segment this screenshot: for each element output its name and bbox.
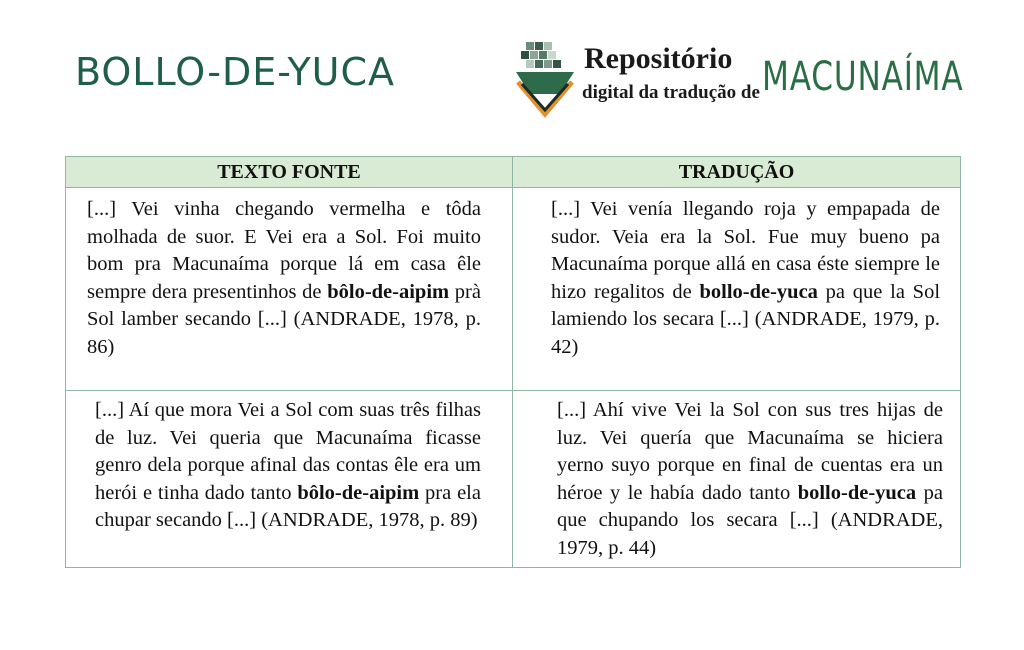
logo-title: Repositório	[584, 42, 733, 75]
source-cell	[66, 188, 513, 391]
repository-logo	[512, 38, 964, 118]
header-translation: TRADUÇÃO	[513, 157, 961, 188]
page-title: BOLLO-DE-YUCA	[75, 50, 396, 94]
highlighted-term: bôlo-de-aipim	[297, 481, 420, 504]
table-header-row	[66, 157, 961, 188]
translation-passage: [...] Vei venía llegando roja y empapada de sudor. Veia era la Sol. Fue muy bueno pa Macunaíma porque allá en casa éste siempre le hizo regalitos de bollo-de-yuca pa que la Sol lamiendo los secara [...] (ANDRADE, 1979, p. 42)	[551, 198, 941, 358]
highlighted-term: bollo-de-yuca	[797, 481, 917, 504]
comparison-table	[65, 156, 961, 568]
translation-cell	[513, 391, 961, 568]
source-passage: [...] Vei vinha chegando vermelha e tôda molhada de suor. E Vei era a Sol. Foi muito bom pra Macunaíma porque lá em casa êle sempre dera presentinhos de bôlo-de-aipim prà Sol lamber secando [...] (ANDRADE, 1978, p. 86)	[87, 198, 481, 358]
table-row	[66, 391, 961, 568]
logo-subtitle: digital da tradução de	[582, 82, 760, 103]
table-row	[66, 188, 961, 391]
translation-passage: [...] Ahí vive Vei la Sol con sus tres hijas de luz. Vei quería que Macunaíma se hiciera yerno suyo porque en final de cuentas era un héroe y le había dado tanto bollo-de-yuca pa que chupando los secara [...] (ANDRADE, 1979, p. 44)	[557, 399, 943, 559]
highlighted-term: bollo-de-yuca	[699, 280, 818, 303]
highlighted-term: bôlo-de-aipim	[327, 280, 450, 303]
source-cell	[66, 391, 513, 568]
header-source-text: TEXTO FONTE	[66, 157, 513, 188]
source-passage: [...] Aí que mora Vei a Sol com suas três filhas de luz. Vei queria que Macunaíma ficasse genro dela porque afinal das contas êle era um herói e tinha dado tanto bôlo-de-aipim pra ela chupar secando [...] (ANDRADE, 1978, p. 89)	[95, 399, 481, 531]
translation-cell	[513, 188, 961, 391]
logo-brand: MACUNAÍMA	[762, 54, 964, 100]
macunaima-emblem-icon	[512, 38, 578, 118]
